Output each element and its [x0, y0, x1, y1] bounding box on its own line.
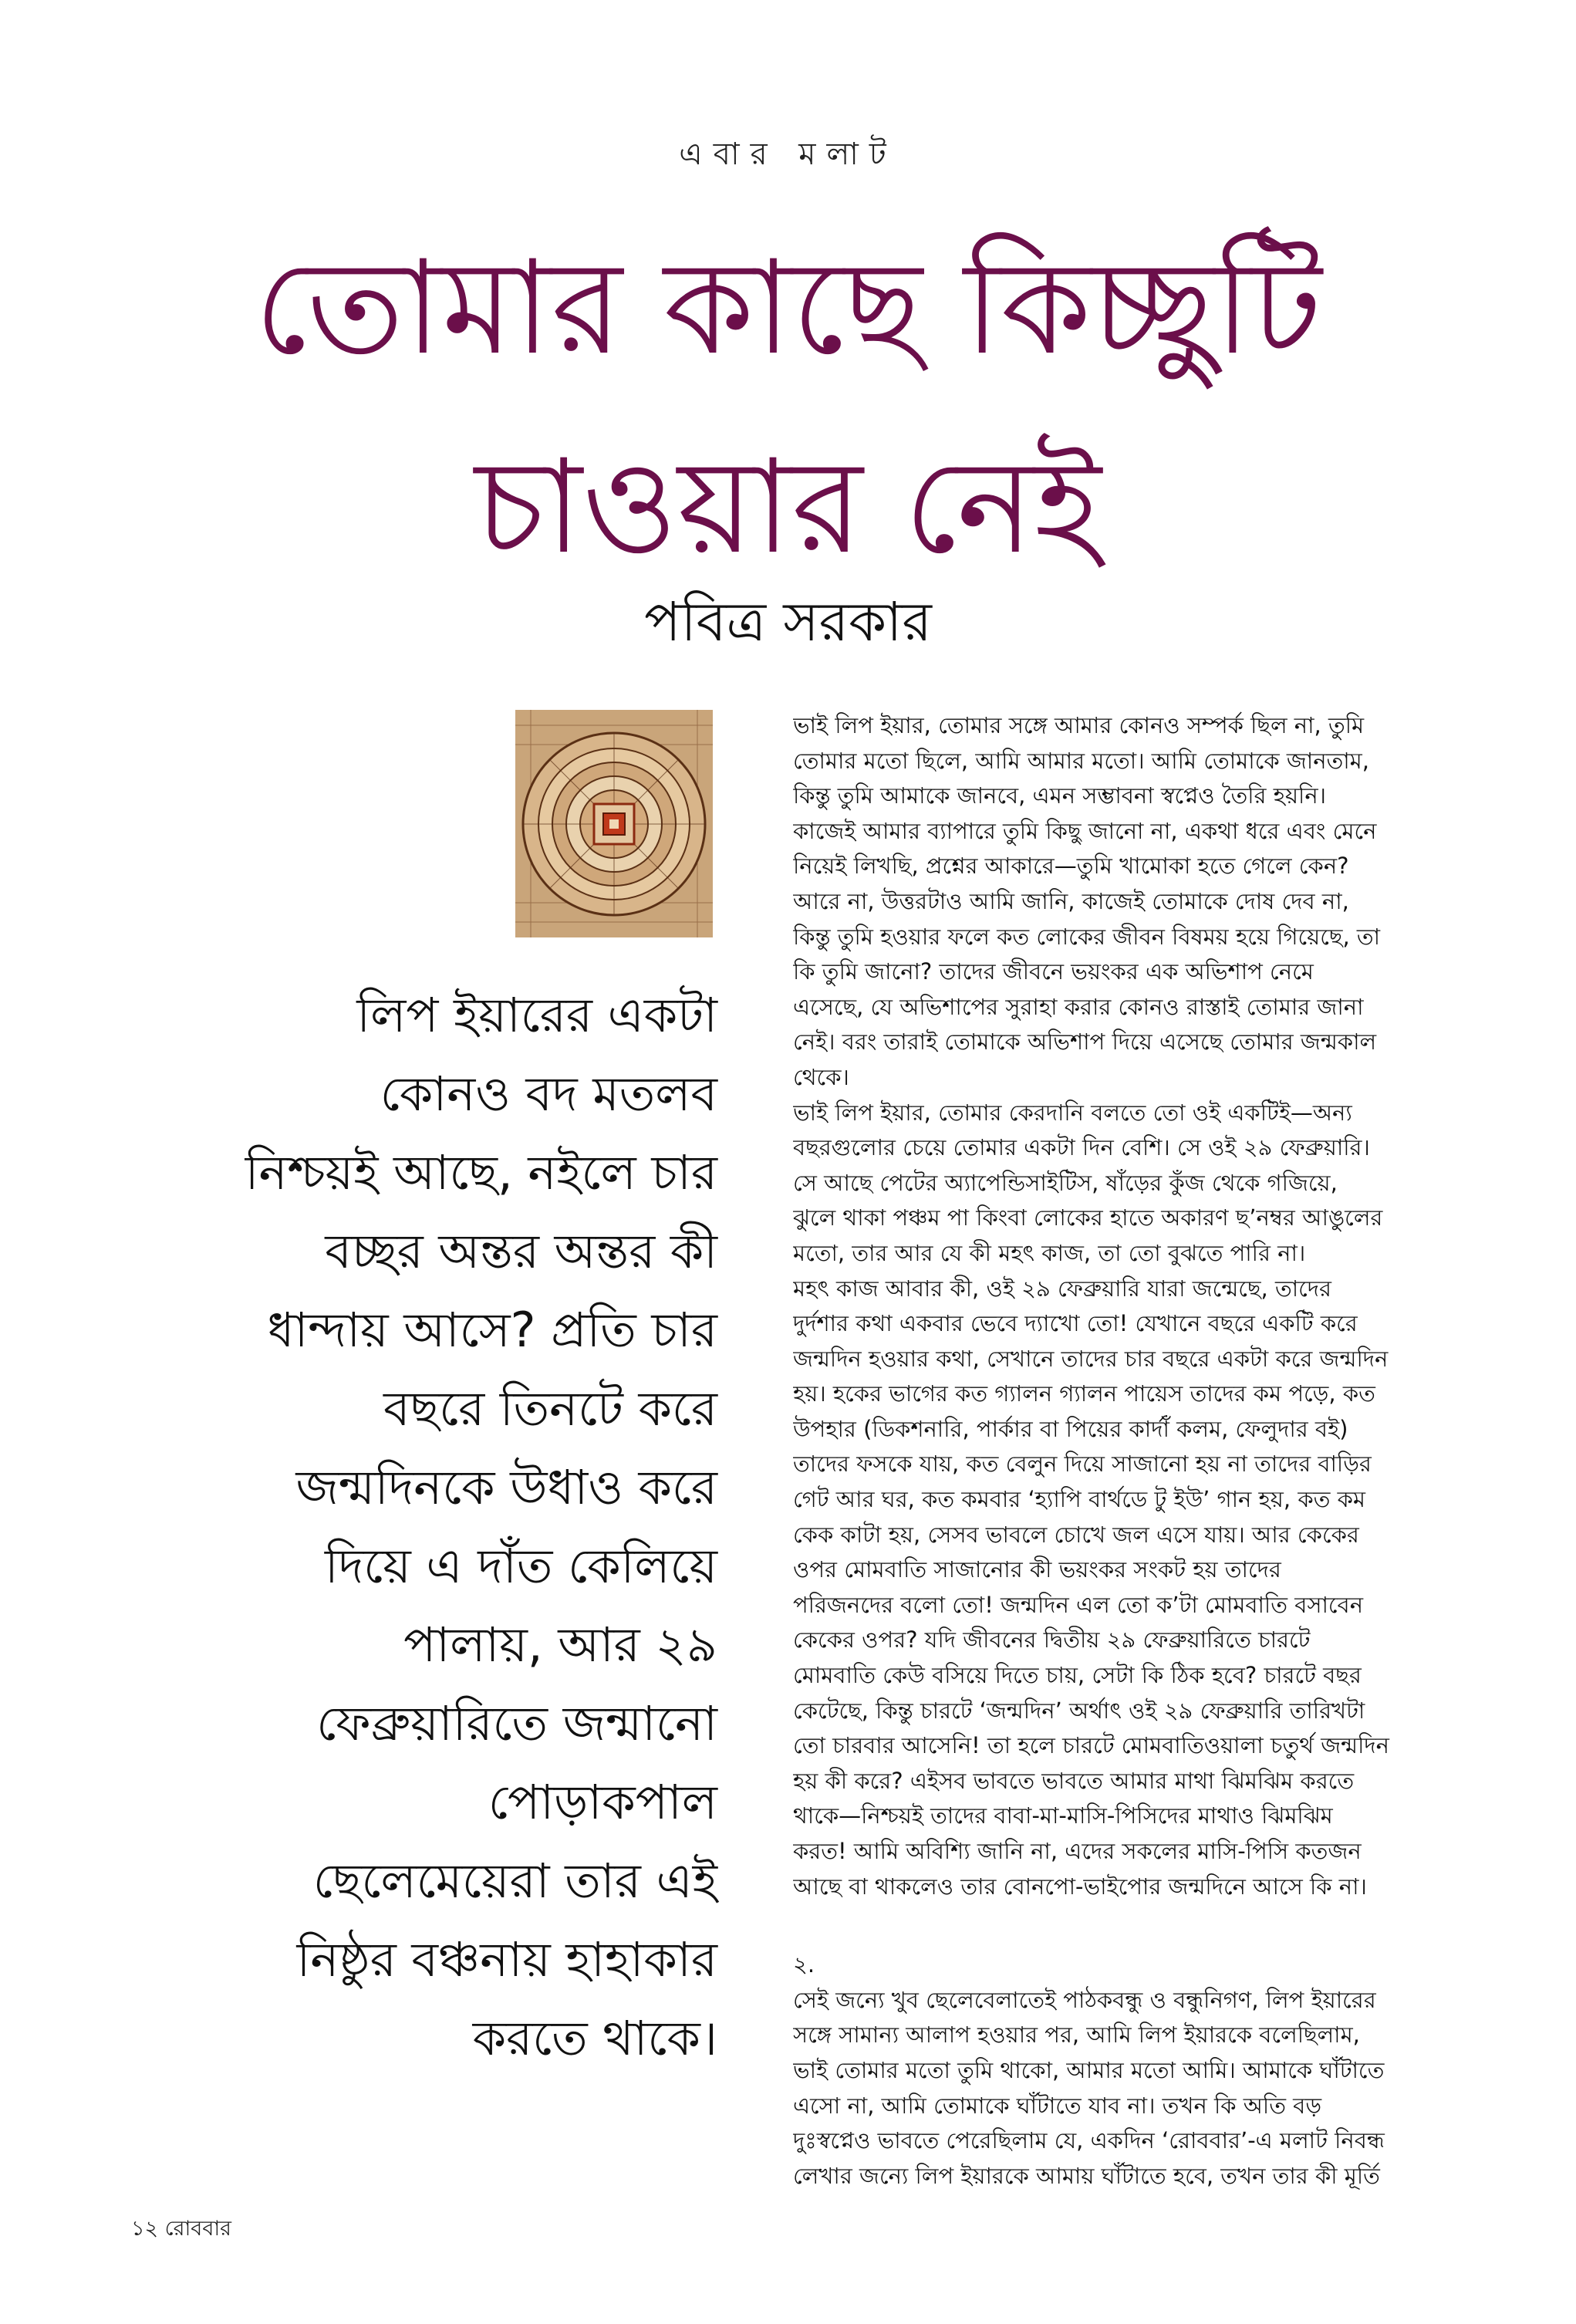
paragraph-line: ওপর মোমবাতি সাজানোর কী ভয়ংকর সংকট হয় তাদের: [793, 1556, 1281, 1583]
pull-quote-line: বচ্ছর অন্তর অন্তর কী: [325, 1223, 717, 1279]
paragraph-line: জন্মদিন হওয়ার কথা, সেখানে তাদের চার বছরে একটা করে জন্মদিন: [793, 1345, 1389, 1372]
paragraph-line: দুঃস্বপ্নেও ভাবতে পেরেছিলাম যে, একদিন ‘রোববার’-এ মলাট নিবন্ধ: [793, 2127, 1385, 2154]
pull-quote-line: পোড়াকপাল: [488, 1774, 717, 1830]
pull-quote-line: বছরে তিনটে করে: [383, 1380, 717, 1437]
pull-quote-line: ছেলেমেয়েরা তার এই: [312, 1853, 717, 1909]
paragraph-line: ঝুলে থাকা পঞ্চম পা কিংবা লোকের হাতে অকারণ ছ’নম্বর আঙুলের: [793, 1204, 1383, 1231]
paragraph-line: নিয়েই লিখছি, প্রশ্নের আকারে—তুমি খামোকা হতে গেলে কেন?: [793, 853, 1349, 880]
paragraph-line: কেটেছে, কিন্তু চারটে ‘জন্মদিন’ অর্থাৎ ওই ২৯ ফেব্রুয়ারি তারিখটা: [793, 1697, 1365, 1724]
paragraph-line: বছরগুলোর চেয়ে তোমার একটা দিন বেশি। সে ওই ২৯ ফেব্রুয়ারি।: [793, 1134, 1370, 1161]
paragraph-line: ভাই লিপ ইয়ার, তোমার সঙ্গে আমার কোনও সম্পর্ক ছিল না, তুমি: [793, 712, 1365, 738]
pull-quote-line: করতে থাকে।: [472, 2010, 717, 2066]
paragraph-line: মতো, তার আর যে কী মহৎ কাজ, তা তো বুঝতে পারি না।: [793, 1239, 1306, 1266]
paragraph-line: সঙ্গে সামান্য আলাপ হওয়ার পর, আমি লিপ ইয়ারকে বলেছিলাম,: [793, 2022, 1360, 2049]
pull-quote-line: দিয়ে এ দাঁত কেলিয়ে: [324, 1538, 717, 1594]
paragraph-line: গেট আর ঘর, কত কমবার ‘হ্যাপি বার্থডে টু ইউ’ গান হয়, কত কম: [793, 1486, 1365, 1513]
paragraph-line: ভাই তোমার মতো তুমি থাকো, আমার মতো আমি। আমাকে ঘাঁটাতে: [793, 2056, 1385, 2083]
paragraph-line: থাকে—নিশ্চয়ই তাদের বাবা-মা-মাসি-পিসিদের মাথাও ঝিমঝিম: [793, 1802, 1333, 1829]
paragraph-line: ভাই লিপ ইয়ার, তোমার কেরদানি বলতে তো ওই একটিই—অন্য: [793, 1099, 1352, 1126]
author-byline: পবিত্র সরকার: [644, 590, 932, 654]
paragraph-line: লেখার জন্যে লিপ ইয়ারকে আমায় ঘাঁটাতে হবে, তখন তার কী মূর্তি: [793, 2162, 1380, 2189]
headline-line: তোমার কাছে কিচ্ছুটি: [254, 232, 1322, 383]
article-body: [793, 708, 1445, 2194]
paragraph-line: তো চারবার আসেনি! তা হলে চারটে মোমবাতিওয়ালা চতুর্থ জন্মদিন: [793, 1732, 1389, 1759]
paragraph-line: পরিজনদের বলো তো! জন্মদিন এল তো ক’টা মোমবাতি বসাবেন: [793, 1591, 1364, 1618]
paragraph-line: কাজেই আমার ব্যাপারে তুমি কিছু জানো না, একথা ধরে এবং মেনে: [793, 817, 1377, 844]
paragraph-line: সে আছে পেটের অ্যাপেন্ডিসাইটিস, ষাঁড়ের কুঁজ থেকে গজিয়ে,: [793, 1169, 1338, 1196]
paragraph-line: কেক কাটা হয়, সেসব ভাবলে চোখে জল এসে যায়। আর কেকের: [793, 1521, 1359, 1548]
paragraph-line: কিন্তু তুমি আমাকে জানবে, এমন সম্ভাবনা স্বপ্নেও তৈরি হয়নি।: [793, 782, 1327, 809]
paragraph-line: করত! আমি অবিশ্যি জানি না, এদের সকলের মাসি-পিসি কতজন: [793, 1838, 1362, 1864]
article-section-2: [793, 1983, 1445, 2194]
paragraph-line: মহৎ কাজ আবার কী, ওই ২৯ ফেব্রুয়ারি যারা জন্মেছে, তাদের: [793, 1275, 1331, 1302]
calendar-mandala-illustration: [515, 710, 713, 937]
pull-quote-line: ধান্দায় আসে? প্রতি চার: [267, 1302, 717, 1358]
paragraph-line: এসো না, আমি তোমাকে ঘাঁটাতে যাব না। তখন কি অতি বড়: [793, 2092, 1322, 2119]
paragraph-line: হয় কী করে? এইসব ভাবতে ভাবতে আমার মাথা ঝিমঝিম করতে: [793, 1767, 1355, 1794]
pull-quote-line: জন্মদিনকে উধাও করে: [295, 1459, 717, 1515]
paragraph-line: সেই জন্যে খুব ছেলেবেলাতেই পাঠকবন্ধু ও বন্ধুনিগণ, লিপ ইয়ারের: [793, 1986, 1376, 2013]
pull-quote-line: কোনও বদ মতলব: [380, 1066, 717, 1122]
paragraph-line: আরে না, উত্তরটাও আমি জানি, কাজেই তোমাকে দোষ দেব না,: [793, 887, 1349, 914]
paragraph-line: কেকের ওপর? যদি জীবনের দ্বিতীয় ২৯ ফেব্রুয়ারিতে চারটে: [793, 1626, 1311, 1653]
paragraph-line: হয়। হকের ভাগের কত গ্যালন গ্যালন পায়েস তাদের কম পড়ে, কত: [793, 1380, 1375, 1407]
paragraph-line: দুর্দশার কথা একবার ভেবে দ্যাখো তো! যেখানে বছরে একটি করে: [793, 1310, 1358, 1337]
paragraph-line: আছে বা থাকলেও তার বোনপো-ভাইপোর জন্মদিনে আসে কি না।: [793, 1873, 1367, 1900]
pull-quote-line: পালায়, আর ২৯: [403, 1616, 717, 1673]
paragraph-line: মোমবাতি কেউ বসিয়ে দিতে চায়, সেটা কি ঠিক হবে? চারটে বছর: [793, 1662, 1362, 1689]
paragraph-line: নেই। বরং তারাই তোমাকে অভিশাপ দিয়ে এসেছে তোমার জন্মকাল: [793, 1029, 1377, 1056]
section-number: ২.: [793, 1951, 815, 1978]
pull-quote-line: নিশ্চয়ই আছে, নইলে চার: [245, 1144, 717, 1201]
page-folio: ১২ রোববার: [131, 2217, 232, 2241]
paragraph-line: থেকে।: [793, 1063, 849, 1090]
paragraph-line: তোমার মতো ছিলে, আমি আমার মতো। আমি তোমাকে জানতাম,: [793, 747, 1370, 774]
paragraph-line: উপহার (ডিকশনারি, পার্কার বা পিয়ের কার্দাঁ কলম, ফেলুদার বই): [793, 1415, 1348, 1442]
article-section-1: [793, 708, 1445, 1904]
pull-quote-line: নিষ্ঠুর বঞ্চনায় হাহাকার: [296, 1931, 717, 1988]
paragraph-line: কি তুমি জানো? তাদের জীবনে ভয়ংকর এক অভিশাপ নেমে: [793, 958, 1314, 985]
pull-quote: [154, 976, 717, 2078]
paragraph-line: তাদের ফসকে যায়, কত বেলুন দিয়ে সাজানো হয় না তাদের বাড়ির: [793, 1451, 1372, 1478]
pull-quote-line: লিপ ইয়ারের একটা: [356, 987, 717, 1043]
pull-quote-line: ফেব্রুয়ারিতে জন্মানো: [316, 1695, 717, 1751]
paragraph-line: এসেছে, যে অভিশাপের সুরাহা করার কোনও রাস্তাই তোমার জানা: [793, 993, 1364, 1020]
headline: [0, 208, 1576, 606]
headline-line: চাওয়ার নেই: [474, 431, 1102, 583]
section-kicker: এবার মলাট: [679, 137, 897, 172]
paragraph-line: কিন্তু তুমি হওয়ার ফলে কত লোকের জীবন বিষময় হয়ে গিয়েছে, তা: [793, 923, 1381, 950]
